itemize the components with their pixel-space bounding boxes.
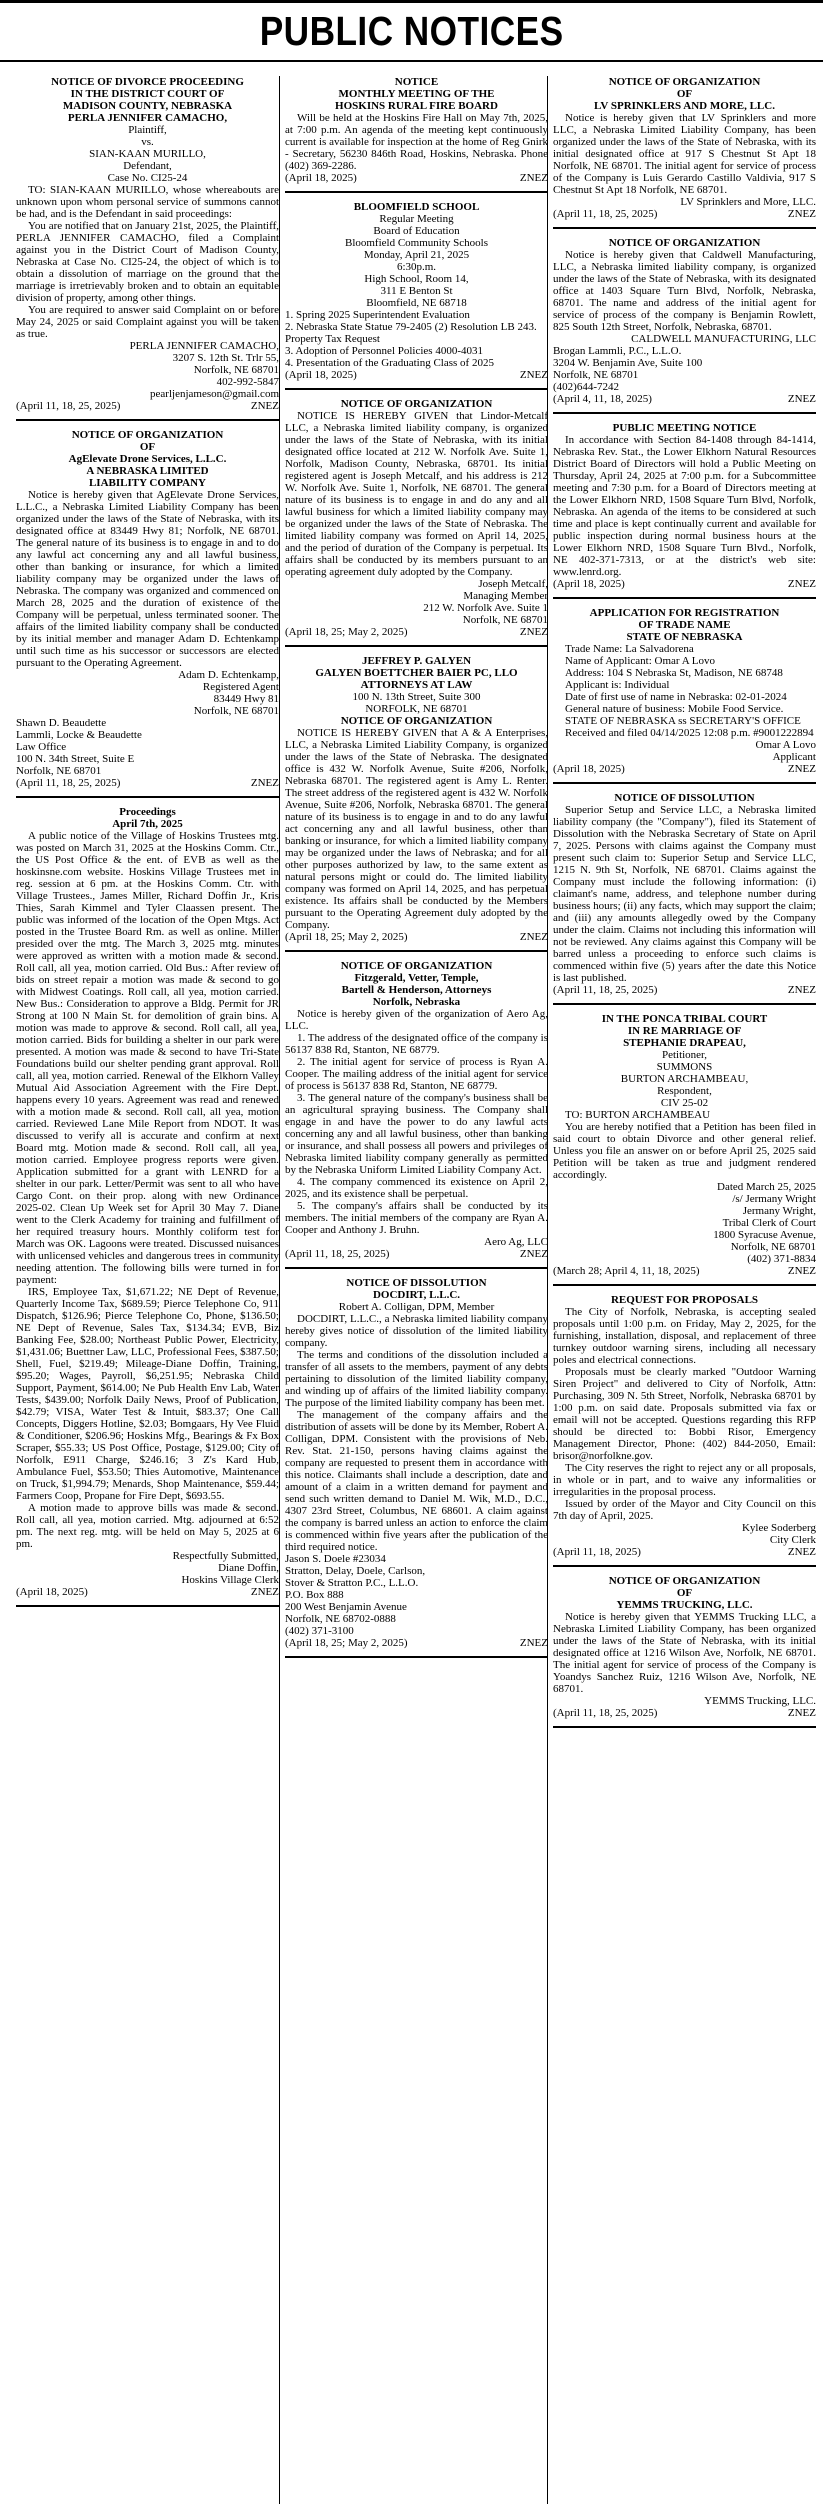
notice-signature: 3207 S. 12th St. Trlr 55, xyxy=(172,352,279,364)
notice-paragraph: General nature of business: Mobile Food Service. xyxy=(565,703,784,715)
notice-paragraph: Notice is hereby given that YEMMS Trucking LLC, a Nebraska Limited Liability Company, has been organized under the laws of the State of Nebraska, with its initial designated office at 1216 Wilson Ave, Norfolk, NE 68701. The initial agent for service of process of the Company is Yoandys Sanchez Ruiz, 1216 Wilson Ave, Norfolk, NE 68701. xyxy=(553,1611,816,1695)
notice-footer xyxy=(285,172,548,184)
notice-paragraph: TO: SIAN-KAAN MURILLO, whose whereabouts are unknown upon whom personal service of summons cannot be had, and is the Defendant in said proceedings: xyxy=(16,184,279,220)
notice-signature: (402) 371-8834 xyxy=(747,1253,816,1265)
notice-footer xyxy=(285,931,548,943)
notice-signature: 212 W. Norfolk Ave. Suite 1 xyxy=(423,602,548,614)
notice-caption: Bloomfield, NE 68718 xyxy=(366,297,467,309)
notice-caption: High School, Room 14, xyxy=(364,273,469,285)
notice-paragraph: Name of Applicant: Omar A Lovo xyxy=(565,655,715,667)
attorney-block: Stratton, Delay, Doele, Carlson, xyxy=(285,1565,426,1577)
attorney-block: Norfolk, NE 68702-0888 xyxy=(285,1613,396,1625)
notice-heading: BLOOMFIELD SCHOOL xyxy=(353,201,480,213)
notice-paragraph: In accordance with Section 84-1408 through 84-1414, Nebraska Rev. Stat., the Lower Elkhorn Natural Resources District Board of Directors will hold a Public Meeting on Thursday, April 24, 2025 at 7:00 p.m. for a Subcommittee meeting and 7:30 p.m. for a Board of Directors meeting at the Lower Elkhorn NRD, 1508 Square Turn Blvd, Norfolk, Nebraska. An agenda of the items to be considered at such time and place is kept continually current and available for public inspection during normal business hours at the Lower Elkhorn NRD, 1508 Square Turn Blvd., Norfolk, NE 402-371-7313, or at the district's web site: www.lenrd.org. xyxy=(553,434,816,578)
publication-tag: ZNEZ xyxy=(519,369,548,381)
notice-heading: PUBLIC MEETING NOTICE xyxy=(612,422,757,434)
publication-tag: ZNEZ xyxy=(250,400,279,412)
notice-signature: Norfolk, NE 68701 xyxy=(193,705,279,717)
notice-paragraph: Notice is hereby given that LV Sprinklers and more LLC, a Nebraska Limited Liability Company, has been organized under the laws of the State of Nebraska, with its initial designated office at 917 S Chestnut St Apt 18 Norfolk, NE 68701. The initial agent for service of process of the Company is Luis Gerardo Castillo Valdivia, 917 S Chestnut St Apt 18 Norfolk, NE 68701. xyxy=(553,112,816,196)
notice xyxy=(285,76,548,193)
notice-paragraph: Notice is hereby given that Caldwell Manufacturing, LLC, a Nebraska limited liability company, is organized under the laws of the State of Nebraska, with its designated office at 1403 Square Turn Blvd, Norfolk, Nebraska, 68701. The name and address of the initial agent for service of process of the company is Benjamin Rowlett, 825 South 12th Street, Norfolk, Nebraska, 68701. xyxy=(553,249,816,333)
publication-tag: ZNEZ xyxy=(250,1586,279,1598)
attorney-block: Shawn D. Beaudette xyxy=(16,717,107,729)
notice-paragraph: NOTICE IS HEREBY GIVEN that A & A Enterprises, LLC, a Nebraska Limited Liability Company, is organized under the laws of the State of Nebraska. The designated office is 432 W. Norfolk Avenue, Suite #206, Norfolk, Nebraska 68701. The registered agent is Amy L. Renter. The street address of the registered agent is 432 W. Norfolk Avenue, Suite #206, Norfolk, Nebraska 68701. The general nature of its business is to engage in and to do any lawful act concerning any and all lawful business, other than banking or insurance, for which a limited liability company may be organized under the laws of Nebraska; and for all other purposes authorized by law, to the same extent as natural persons might or could do. The limited liability company was formed on April 14, 2025, and has perpetual existence. Its affairs shall be conducted by the Members pursuant to the Operating Agreement duly adopted by the Company. xyxy=(285,727,548,931)
notice-heading: IN RE MARRIAGE OF xyxy=(627,1025,742,1037)
agenda-item: 2. Nebraska State Statue 79-2405 (2) Resolution LB 243. Property Tax Request xyxy=(285,321,537,345)
publication-dates: (April 11, 18, 25, 2025) xyxy=(553,208,658,220)
notice-caption: Board of Education xyxy=(373,225,460,237)
publication-dates: (April 18, 2025) xyxy=(285,369,357,381)
notice-heading: OF xyxy=(676,1587,693,1599)
notice xyxy=(285,201,548,390)
notice-heading: NOTICE OF ORGANIZATION xyxy=(608,1575,761,1587)
notice-heading: IN THE DISTRICT COURT OF xyxy=(70,88,225,100)
notice-signature: pearljenjameson@gmail.com xyxy=(150,388,279,400)
notice-paragraph: Superior Setup and Service LLC, a Nebraska limited liability company (the "Company"), filed its Statement of Dissolution with the Nebraska Secretary of State on April 7, 2025. Persons with claims against the Company must present such claim to: Superior Setup and Service LLC, 1215 N. 9th St, Norfolk, NE 68701. Claims against the Company must include the following information: (i) claimant's name, address, and telephone number during business hours; (ii) any facts, which may support the claim; and (iii) any amounts allegedly owed by the Company under the claim. Claims not including this information will not be reviewed. Any claims against this Company will be barred unless a proceeding to enforce such claims is commenced within five (5) years after the date this Notice is last published. xyxy=(553,804,816,984)
notices-column-1 xyxy=(16,76,279,2506)
notice-heading: NOTICE OF ORGANIZATION xyxy=(340,398,493,410)
attorney-block: Brogan Lammli, P.C., L.L.O. xyxy=(553,345,682,357)
publication-tag: ZNEZ xyxy=(519,931,548,943)
notice-caption: CIV 25-02 xyxy=(660,1097,709,1109)
attorney-block: Norfolk, NE 68701 xyxy=(553,369,639,381)
publication-dates: (April 11, 18, 25, 2025) xyxy=(553,1707,658,1719)
notice-paragraph: A motion made to approve bills was made & second. Roll call, all yea, motion carried. Mtg. adjourned at 6:52 pm. The next reg. mtg. will be held on May 5, 2025 at 6 pm. xyxy=(16,1502,279,1550)
notice-heading: April 7th, 2025 xyxy=(112,818,183,830)
notice-paragraph: You are hereby notified that a Petition has been filed in said court to obtain Divorce and other general relief. Unless you file an answer on or before April 25, 2025 said Petition will be taken as true and judgment rendered accordingly. xyxy=(553,1121,816,1181)
notice-paragraph: Notice is hereby given that AgElevate Drone Services, L.L.C., a Nebraska Limited Liability Company has been organized under the laws of the State of Nebraska, with its designated office at 83449 Hwy 81; Norfolk, NE 68701. The general nature of its business is to engage in and to do any lawful act concerning any and all lawful business, other than banking or insurance, for which a limited liability company may be organized under the laws of Nebraska. The company was organized and commenced on March 28, 2025 and the duration of existence of the Company will be perpetual, unless terminated sooner. The affairs of the limited liability company shall be conducted by its initial member and manager Adam D. Echtenkamp until such time as his successor or successors are elected pursuant to the Operating Agreement. xyxy=(16,489,279,669)
notice xyxy=(553,1294,816,1567)
notice-footer xyxy=(16,400,279,412)
publication-dates: (April 18, 25; May 2, 2025) xyxy=(285,931,408,943)
notice-footer xyxy=(285,369,548,381)
notice-heading: NOTICE OF DIVORCE PROCEEDING xyxy=(51,76,244,88)
notice-signature: Norfolk, NE 68701 xyxy=(730,1241,816,1253)
notice-footer xyxy=(553,1546,816,1558)
notice-caption: 100 N. 13th Street, Suite 300 xyxy=(352,691,481,703)
publication-dates: (April 18, 2025) xyxy=(285,172,357,184)
notice xyxy=(16,429,279,798)
notice-paragraph: Trade Name: La Salvadorena xyxy=(565,643,694,655)
notice-signature: Registered Agent xyxy=(202,681,279,693)
publication-tag: ZNEZ xyxy=(250,777,279,789)
notice-heading: MONTHLY MEETING OF THE xyxy=(338,88,495,100)
notice-signature: Jermany Wright, xyxy=(742,1205,816,1217)
notice-caption: Regular Meeting xyxy=(379,213,454,225)
publication-dates: (April 11, 18, 25, 2025) xyxy=(16,400,121,412)
notice-heading: LV SPRINKLERS AND MORE, LLC. xyxy=(594,100,775,112)
notice-paragraph: You are notified that on January 21st, 2025, the Plaintiff, PERLA JENNIFER CAMACHO, filed a Complaint against you in the District Court of Madison County, Nebraska at Case No. CI25-24, the object of which is to obtain a dissolution of marriage on the ground that the marriage is irretrievably broken and to obtain an equitable division of property, among other things. xyxy=(16,220,279,304)
notice-signature: LV Sprinklers and More, LLC. xyxy=(680,196,816,208)
notice xyxy=(16,76,279,421)
notice-heading: A NEBRASKA LIMITED xyxy=(86,465,209,477)
notice-heading: STATE OF NEBRASKA xyxy=(626,631,743,643)
notice xyxy=(553,237,816,414)
notice-heading: NOTICE OF ORGANIZATION xyxy=(340,715,493,727)
notice-signature: Respectfully Submitted, xyxy=(172,1550,279,1562)
notice-heading: ATTORNEYS AT LAW xyxy=(360,679,473,691)
notice-paragraph: Applicant is: Individual xyxy=(565,679,670,691)
publication-dates: (April 11, 18, 25, 2025) xyxy=(16,777,121,789)
publication-tag: ZNEZ xyxy=(787,208,816,220)
publication-tag: ZNEZ xyxy=(787,763,816,775)
notice-heading: JEFFREY P. GALYEN xyxy=(361,655,472,667)
notice-signature: Adam D. Echtenkamp, xyxy=(178,669,279,681)
notice-caption: Case No. CI25-24 xyxy=(107,172,188,184)
publication-tag: ZNEZ xyxy=(787,1265,816,1277)
notice-heading: Bartell & Henderson, Attorneys xyxy=(341,984,492,996)
notice-signature: YEMMS Trucking, LLC. xyxy=(704,1695,816,1707)
publication-dates: (April 18, 2025) xyxy=(553,763,625,775)
notice-footer xyxy=(16,1586,279,1598)
notices-column-2 xyxy=(285,76,548,2506)
notice-footer xyxy=(16,777,279,789)
attorney-block: 3204 W. Benjamin Ave, Suite 100 xyxy=(553,357,703,369)
notice-footer xyxy=(553,984,816,996)
notice-caption: SIAN-KAAN MURILLO, xyxy=(89,148,206,160)
notice-caption: 6:30p.m. xyxy=(396,261,437,273)
publication-tag: ZNEZ xyxy=(787,393,816,405)
publication-tag: ZNEZ xyxy=(787,1546,816,1558)
notice-paragraph: TO: BURTON ARCHAMBEAU xyxy=(565,1109,711,1121)
publication-dates: (April 4, 11, 18, 2025) xyxy=(553,393,652,405)
notice-heading: MADISON COUNTY, NEBRASKA xyxy=(62,100,233,112)
notice-paragraph: The management of the company affairs and the distribution of assets will be done by its Member, Robert A. Colligan, DPM. Consistent with the provisions of Neb. Rev. Stat. 21-150, persons having claims against the company are requested to present them in accordance with this notice. Claimants shall include a description, date and amount of a claim in a written demand for payment and send such written demand to Daniel M. Wik, M.D., D.C., 4307 23rd Street, Columbus, NE 68601. A claim against the company is barred unless an action to enforce the claim is commenced within five years after the publication of the third required notice. xyxy=(285,1409,548,1553)
publication-tag: ZNEZ xyxy=(519,172,548,184)
notice xyxy=(553,76,816,229)
notice-footer xyxy=(553,1707,816,1719)
notice-paragraph: Will be held at the Hoskins Fire Hall on May 7th, 2025, at 7:00 p.m. An agenda of the meeting kept continuously current is available for inspection at the home of Reg Gnirk - Secretary, 56230 846th Road, Hoskins, Nebraska. Phone (402) 369-2286. xyxy=(285,112,548,172)
publication-dates: (April 11, 18, 2025) xyxy=(553,1546,641,1558)
notice-heading: NOTICE OF ORGANIZATION xyxy=(71,429,224,441)
notice-caption: Petitioner, xyxy=(661,1049,708,1061)
notice-paragraph: 3. The general nature of the company's business shall be an agricultural spraying business. The Company shall engage in and have the power to do any lawful acts concerning any and all lawful business, other than banking or insurance, and shall possess all powers and privileges of Nebraska limited liability company generally as permitted by the Nebraska Uniform Limited Liability Company Act. xyxy=(285,1092,548,1176)
notice-signature: CALDWELL MANUFACTURING, LLC xyxy=(631,333,816,345)
notice-heading: DOCDIRT, L.L.C. xyxy=(372,1289,461,1301)
notice xyxy=(553,792,816,1005)
notice-signature: Joseph Metcalf, xyxy=(478,578,548,590)
publication-dates: (April 18, 2025) xyxy=(16,1586,88,1598)
notice-signature: PERLA JENNIFER CAMACHO, xyxy=(129,340,279,352)
notice-heading: NOTICE OF ORGANIZATION xyxy=(608,237,761,249)
notice-signature: Hoskins Village Clerk xyxy=(181,1574,279,1586)
notice-caption: Defendant, xyxy=(123,160,172,172)
notice-footer xyxy=(285,1637,548,1649)
notice-heading: APPLICATION FOR REGISTRATION xyxy=(589,607,780,619)
publication-dates: (April 11, 18, 25, 2025) xyxy=(285,1248,390,1260)
notice xyxy=(553,607,816,784)
attorney-block: Law Office xyxy=(16,741,67,753)
notice-heading: IN THE PONCA TRIBAL COURT xyxy=(601,1013,768,1025)
notice-signature: /s/ Jermany Wright xyxy=(732,1193,816,1205)
attorney-block: Stover & Stratton P.C., L.L.O. xyxy=(285,1577,419,1589)
attorney-block: (402)644-7242 xyxy=(553,381,619,393)
notice-paragraph: Proposals must be clearly marked "Outdoor Warning Siren Project" and delivered to City of Norfolk, Attn: Purchasing, 309 N. 5th Street, Norfolk, Nebraska 68701 by 1:00 p.m. on said date. Proposals submitted via fax or email will not be accepted. Questions regarding this RFP should be directed to: Bobbi Risor, Emergency Management Director, Phone: (402) 844-2050, Email: brisor@norfolkne.gov. xyxy=(553,1366,816,1462)
notice xyxy=(553,1013,816,1286)
publication-dates: (April 18, 25; May 2, 2025) xyxy=(285,626,408,638)
notices-column-3 xyxy=(553,76,816,2506)
attorney-block: Norfolk, NE 68701 xyxy=(16,765,102,777)
notice-caption: Bloomfield Community Schools xyxy=(344,237,488,249)
notice-paragraph: 1. The address of the designated office of the company is 56137 838 Rd, Stanton, NE 68779. xyxy=(285,1032,548,1056)
notice-signature: Managing Member xyxy=(463,590,548,602)
notice-paragraph: The terms and conditions of the dissolution included a transfer of all assets to the members, payment of any debts pertaining to dissolution of the limited liability company, and winding up of affairs of the limited liability company. The purpose of the limited liability company has been met. xyxy=(285,1349,548,1409)
notice-footer xyxy=(285,1248,548,1260)
notice-paragraph: STATE OF NEBRASKA ss SECRETARY'S OFFICE xyxy=(565,715,801,727)
attorney-block: Jason S. Doele #23034 xyxy=(285,1553,386,1565)
notice xyxy=(553,1575,816,1728)
notice xyxy=(285,398,548,647)
publication-dates: (April 11, 18, 25, 2025) xyxy=(553,984,658,996)
notice-heading: LIABILITY COMPANY xyxy=(88,477,207,489)
notice-signature: Applicant xyxy=(772,751,816,763)
agenda-item: 4. Presentation of the Graduating Class of 2025 xyxy=(285,357,494,369)
attorney-block: (402) 371-3100 xyxy=(285,1625,354,1637)
notice-heading: NOTICE OF DISSOLUTION xyxy=(614,792,755,804)
attorney-block: P.O. Box 888 xyxy=(285,1589,344,1601)
notice-footer xyxy=(553,393,816,405)
notice-signature: City Clerk xyxy=(769,1534,816,1546)
notice-heading: Norfolk, Nebraska xyxy=(372,996,461,1008)
notice-heading: REQUEST FOR PROPOSALS xyxy=(610,1294,759,1306)
notice-signature: Kylee Soderberg xyxy=(741,1522,816,1534)
notice-heading: YEMMS TRUCKING, LLC. xyxy=(616,1599,753,1611)
publication-tag: ZNEZ xyxy=(787,1707,816,1719)
notice-caption: Plaintiff, xyxy=(128,124,167,136)
publication-tag: ZNEZ xyxy=(519,1637,548,1649)
notice-caption: NORFOLK, NE 68701 xyxy=(365,703,468,715)
publication-dates: (April 18, 25; May 2, 2025) xyxy=(285,1637,408,1649)
notice-footer xyxy=(285,626,548,638)
notice xyxy=(285,1277,548,1658)
notice-footer xyxy=(553,208,816,220)
publication-dates: (March 28; April 4, 11, 18, 2025) xyxy=(553,1265,700,1277)
publication-tag: ZNEZ xyxy=(519,1248,548,1260)
notice-caption: Respondent, xyxy=(657,1085,712,1097)
notice-signature: 402-992-5847 xyxy=(216,376,279,388)
notice-signature: Tribal Clerk of Court xyxy=(722,1217,816,1229)
notice-footer xyxy=(553,763,816,775)
publication-tag: ZNEZ xyxy=(519,626,548,638)
notice-paragraph: DOCDIRT, L.L.C., a Nebraska limited liability company hereby gives notice of dissolution of the limited liability company. xyxy=(285,1313,548,1349)
notice-heading: Fitzgerald, Vetter, Temple, xyxy=(354,972,479,984)
page-title: PUBLIC NOTICES xyxy=(259,8,564,54)
notice-footer xyxy=(553,1265,816,1277)
notice-caption: Robert A. Colligan, DPM, Member xyxy=(338,1301,495,1313)
notice-paragraph: You are required to answer said Complaint on or before May 24, 2025 or said Complaint against you will be taken as true. xyxy=(16,304,279,340)
page-header xyxy=(0,0,823,62)
notice xyxy=(16,806,279,1607)
notice-heading: NOTICE OF ORGANIZATION xyxy=(340,960,493,972)
notice-paragraph: 4. The company commenced its existence on April 2, 2025, and its existence shall be perpetual. xyxy=(285,1176,548,1200)
notice-heading: GALYEN BOETTCHER BAIER PC, LLO xyxy=(315,667,518,679)
notice-signature: Aero Ag, LLC xyxy=(484,1236,548,1248)
notice-caption: BURTON ARCHAMBEAU, xyxy=(620,1073,749,1085)
notice-paragraph: Notice is hereby given of the organization of Aero Ag, LLC. xyxy=(285,1008,548,1032)
notice-paragraph: A public notice of the Village of Hoskins Trustees mtg. was posted on March 31, 2025 at the Hoskins Comm. Ctr., the US Post Office & the ent. of EVB as well as the hoskinsne.com website. Hoskins Village Trustees met in reg. session at 6 pm. at the Hoskins Comm. Ctr. with Village Trustees., James Miller, Richard Doffin Jr., Kris Thies, Sarah Kimmel and Tyler Claassen present. The public was informed of the location of the Open Mtgs. Act posted in the Trustee Board Rm. as well as online. Miller presided over the mtg. The March 3, 2025 mtg. minutes were approved as written with a motion made & second. Roll call, all yea, motion carried. Old Bus.: After review of bids on street repair a motion was made & second to go with Midwest Coatings. Roll call, all yea, motion carried. New Bus.: Consideration to approve a Bldg. Permit for JR Strong at 100 N Main St. for demolition of grain bins. A motion was made to approve & second. Roll call, all yea, motion carried. Bids for building a shelter in our park were presented. A motion was made & second to have Tri-State Foundations build our shelter pending grant approval. Roll call, all yea, motion carried. Renewal of the Elkhorn Valley Mutual Aid Association Agreement with the Fire Dept. happens every 10 years. Agreement was read and renewed with a motion made & second. Roll call, all yea, motion carried. Reviewed Lane Mile Report from NDOT. It was discussed to verify all is accurate and confirm at next Board mtg. Motion made & second. Roll call, all yea, motion carried. Employee progress reports were given. Application submitted for a grant with LENRD for a shelter in our park. Letter/Permit was sent to all who have Cargo Cont. on their prop. along with new Ordinance 2025-02. Clean Up Week set for April 30 May 7. Diane went to the Clerk Academy for training and fulfillment of her required treasury hours. Monthly coliform test for March was OK. Lagoons were treated. Discussed nuisances with unlicensed vehicles and dangerous trees in community needing attention. The following bills were turned in for payment: xyxy=(16,830,279,1286)
notice-heading: NOTICE OF ORGANIZATION xyxy=(608,76,761,88)
notice-paragraph: Address: 104 S Nebraska St, Madison, NE 68748 xyxy=(565,667,783,679)
notice-caption: 311 E Benton St xyxy=(380,285,453,297)
notice-heading: HOSKINS RURAL FIRE BOARD xyxy=(335,100,498,112)
column-rule xyxy=(279,76,280,2504)
notice-paragraph: The City reserves the right to reject any or all proposals, in whole or in part, and to waive any informalities or irregularities in the proposal process. xyxy=(553,1462,816,1498)
notice-footer xyxy=(553,578,816,590)
notice-heading: PERLA JENNIFER CAMACHO, xyxy=(67,112,228,124)
notice-paragraph: Received and filed 04/14/2025 12:08 p.m. #9001222894 xyxy=(565,727,814,739)
notice-heading: NOTICE xyxy=(394,76,439,88)
agenda-item: 3. Adoption of Personnel Policies 4000-4031 xyxy=(285,345,483,357)
notice-caption: SUMMONS xyxy=(656,1061,713,1073)
notice-heading: OF xyxy=(139,441,156,453)
notice-heading: NOTICE OF DISSOLUTION xyxy=(346,1277,487,1289)
publication-dates: (April 18, 2025) xyxy=(553,578,625,590)
notice-paragraph: 2. The initial agent for service of process is Ryan A. Cooper. The mailing address of the initial agent for service of process is 56137 838 Rd, Stanton, NE 68779. xyxy=(285,1056,548,1092)
notice xyxy=(285,655,548,952)
attorney-block: 200 West Benjamin Avenue xyxy=(285,1601,407,1613)
notice-signature: Omar A Lovo xyxy=(755,739,816,751)
notice-signature: Norfolk, NE 68701 xyxy=(193,364,279,376)
notice-caption: vs. xyxy=(141,136,154,148)
notice-heading: Proceedings xyxy=(119,806,176,818)
notice-heading: OF xyxy=(676,88,693,100)
publication-tag: ZNEZ xyxy=(787,578,816,590)
notice-signature: Norfolk, NE 68701 xyxy=(462,614,548,626)
publication-tag: ZNEZ xyxy=(787,984,816,996)
notice-paragraph: The City of Norfolk, Nebraska, is accepting sealed proposals until 1:00 p.m. on Friday, May 2, 2025, for the furnishing, installation, disposal, and replacement of three turnkey outdoor warning sirens, including all necessary poles and electrical connections. xyxy=(553,1306,816,1366)
notice-paragraph: Issued by order of the Mayor and City Council on this 7th day of April, 2025. xyxy=(553,1498,816,1522)
notice-paragraph: NOTICE IS HEREBY GIVEN that Lindor-Metcalf LLC, a Nebraska limited liability company, is organized under the laws of the State of Nebraska, with its initial designated office located at 212 W. Norfolk Ave. Suite 1, Norfolk, Madison County, Nebraska, 68701. Its initial registered agent is Joseph Metcalf, and his address is 212 W. Norfolk Ave. Suite 1, Norfolk, NE 68701. The general nature of its business is to engage in and do any and all lawful business for which a limited liability company may be organized under the laws of the State of Nebraska. The limited liability company was formed on April 14, 2025, and the period of duration of the Company is perpetual. Its affairs shall be conducted by its members pursuant to an operating agreement duly adopted by the Company. xyxy=(285,410,548,578)
notice-paragraph: Date of first use of name in Nebraska: 02-01-2024 xyxy=(565,691,787,703)
notice-heading: STEPHANIE DRAPEAU, xyxy=(623,1037,746,1049)
attorney-block: Lammli, Locke & Beaudette xyxy=(16,729,142,741)
notice xyxy=(285,960,548,1269)
notice-caption: Monday, April 21, 2025 xyxy=(363,249,470,261)
notice-signature: Diane Doffin, xyxy=(218,1562,279,1574)
notice xyxy=(553,422,816,599)
notice-signature: 1800 Syracuse Avenue, xyxy=(713,1229,816,1241)
notice-heading: OF TRADE NAME xyxy=(638,619,731,631)
notice-signature: 83449 Hwy 81 xyxy=(213,693,279,705)
notice-paragraph: IRS, Employee Tax, $1,671.22; NE Dept of Revenue, Quarterly Income Tax, $689.59; Pierce Telephone Co, 911 Dispatch, $126.96; Pierce Telephone Co, Phone, $136.50; NE Dept of Revenue, Sales Tax, $134.34; EVB, Biz Banking Fee, $28.00; Northeast Public Power, Electricity, $1,431.06; Buettner Law, LLC, Professional Fees, $387.50; Shell, Fuel, $219.49; Mileage-Diane Doffin, Training, $95.20; Wages, Payroll, $6,251.95; Nebraska Child Support, Payment, $614.00; Ne Pub Health Env Lab, Water Tests, $439.00; Norfolk Daily News, Proof of Publication, $42.79; VISA, Water Test & Intuit, $83.37; One Call Concepts, Diggers Hotline, $2.03; Bomgaars, Hy Vee Fluid & Conditioner, $206.96; Hoskins Mfg., Bearings & Fx Box Scraper, $55.33; US Post Office, Postage, $129.00; City of Norfolk, E911 Charge, $246.16; 3 Z's Kard Hub, Ambulance Fuel, $53.50; Thies Automotive, Maintenance on Truck, $1,994.79; Menards, Shop Maintenance, $59.44; Farmers Coop, Propane for Fire Dept, $693.55. xyxy=(16,1286,279,1502)
notice-signature: Dated March 25, 2025 xyxy=(717,1181,816,1193)
attorney-block: 100 N. 34th Street, Suite E xyxy=(16,753,135,765)
notice-paragraph: 5. The company's affairs shall be conducted by its members. The initial members of the company are Ryan A. Cooper and Anthony J. Bruhn. xyxy=(285,1200,548,1236)
agenda-item: 1. Spring 2025 Superintendent Evaluation xyxy=(285,309,470,321)
notice-heading: AgElevate Drone Services, L.L.C. xyxy=(68,453,227,465)
